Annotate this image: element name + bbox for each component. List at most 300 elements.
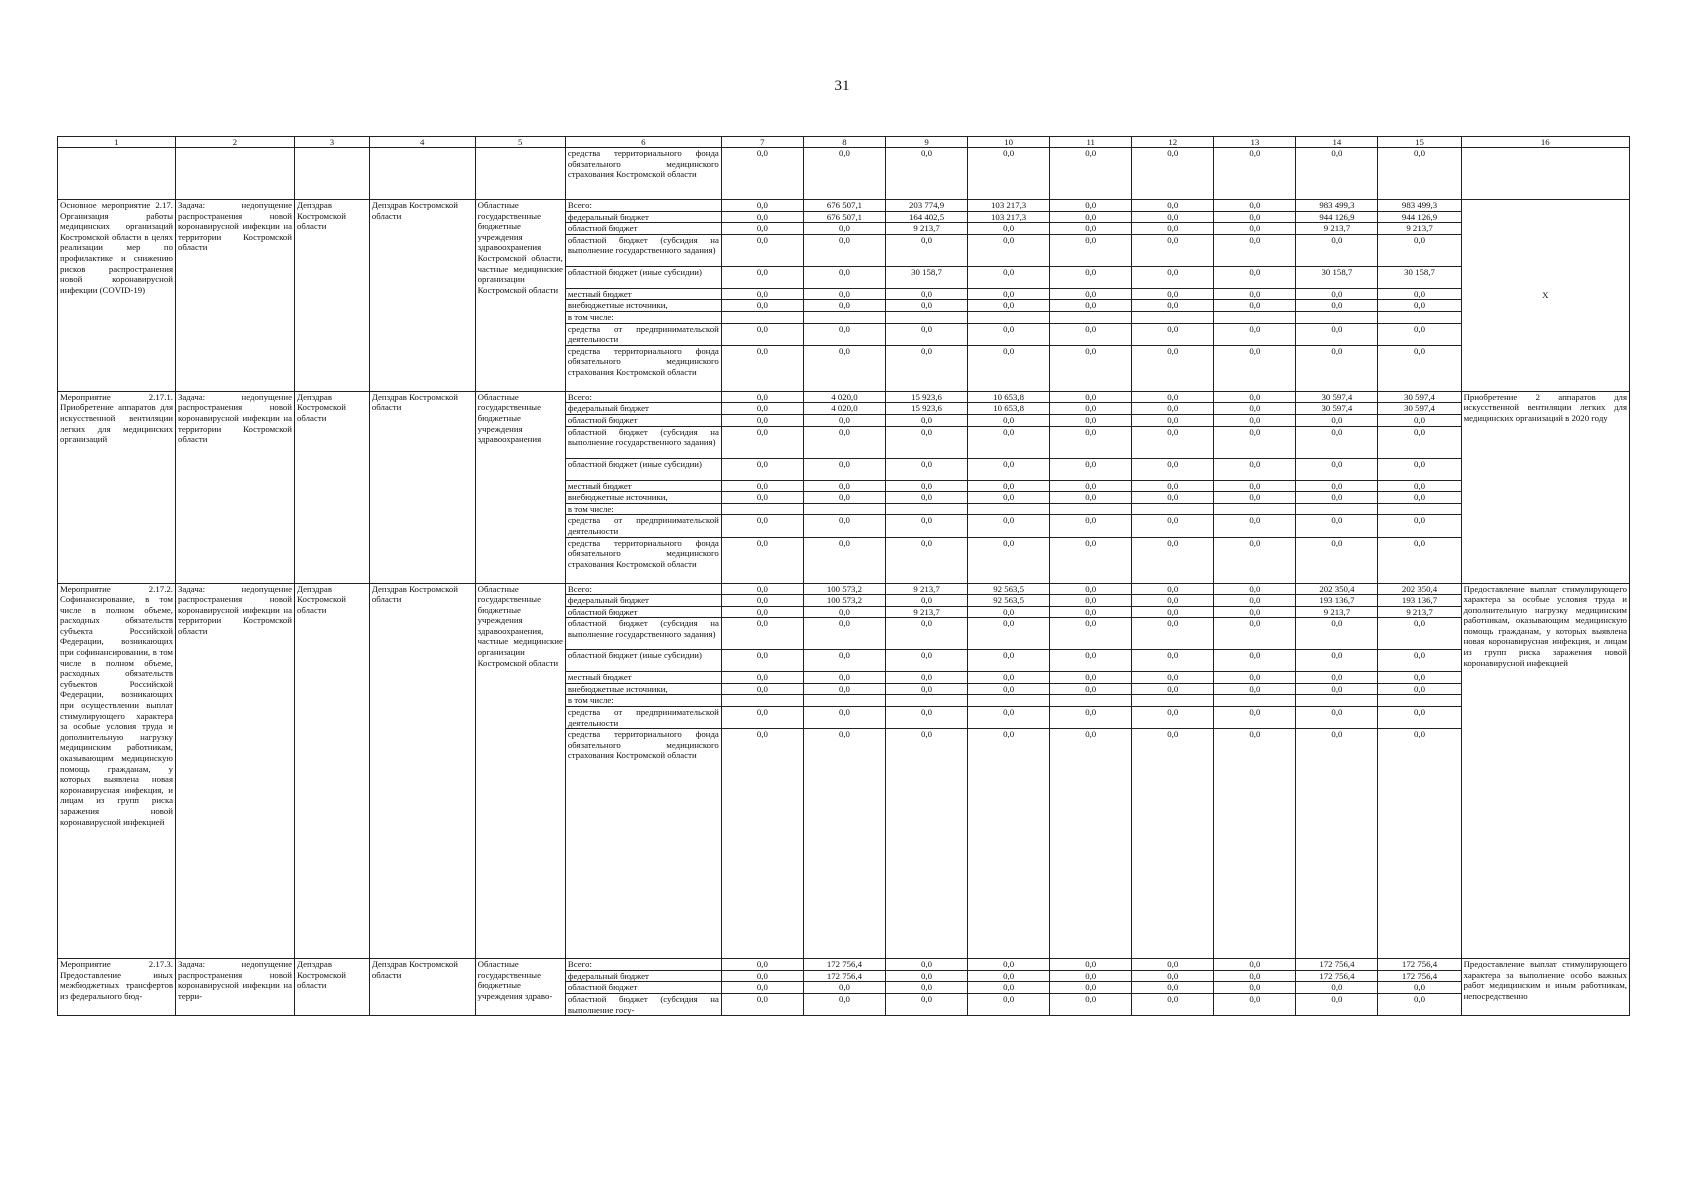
activity-name: Мероприятие 2.17.1. Приобретение аппаратов для искусственной вентиляции легких для медицинских организаций <box>58 391 176 583</box>
value-cell: 0,0 <box>1050 515 1132 537</box>
value-cell: 0,0 <box>1214 211 1296 223</box>
value-cell: 0,0 <box>968 672 1050 684</box>
value-cell: 0,0 <box>1214 300 1296 312</box>
value-cell: 0,0 <box>968 994 1050 1016</box>
value-cell: 0,0 <box>1132 492 1214 504</box>
value-cell: 0,0 <box>1214 391 1296 403</box>
header-cell: 16 <box>1461 137 1629 148</box>
value-cell: 0,0 <box>1214 515 1296 537</box>
value-cell: 0,0 <box>1378 345 1461 391</box>
value-cell: 0,0 <box>1132 515 1214 537</box>
value-cell: 0,0 <box>1050 683 1132 695</box>
value-cell: 0,0 <box>721 982 803 994</box>
value-cell: 0,0 <box>1050 492 1132 504</box>
funding-source-label: областной бюджет (субсидия на выполнение госу- <box>565 994 721 1016</box>
funding-source-label: областной бюджет <box>565 982 721 994</box>
value-cell: 0,0 <box>1132 707 1214 729</box>
value-cell: 0,0 <box>1132 970 1214 982</box>
value-cell: 0,0 <box>1214 583 1296 595</box>
value-cell: 0,0 <box>1214 672 1296 684</box>
value-cell: 0,0 <box>803 148 885 200</box>
budget-row-vsego <box>58 959 1630 971</box>
executor: Депздрав Костромской области <box>295 959 370 1016</box>
value-cell: 0,0 <box>1214 323 1296 345</box>
value-cell: 0,0 <box>1214 982 1296 994</box>
value-cell: 0,0 <box>803 492 885 504</box>
empty-cell <box>1050 503 1132 515</box>
empty-cell <box>1296 503 1378 515</box>
value-cell: 0,0 <box>886 345 968 391</box>
empty-cell <box>1461 148 1629 200</box>
value-cell: 676 507,1 <box>803 211 885 223</box>
value-cell: 0,0 <box>1132 211 1214 223</box>
value-cell: 0,0 <box>1050 266 1132 288</box>
value-cell: 0,0 <box>1132 606 1214 618</box>
value-cell: 0,0 <box>721 595 803 607</box>
value-cell: 944 126,9 <box>1296 211 1378 223</box>
funding-source-label: Всего: <box>565 583 721 595</box>
value-cell: 0,0 <box>721 266 803 288</box>
empty-cell <box>1214 695 1296 707</box>
value-cell: 10 653,8 <box>968 391 1050 403</box>
value-cell: 0,0 <box>1050 391 1132 403</box>
empty-cell <box>1378 503 1461 515</box>
value-cell: 0,0 <box>1132 982 1214 994</box>
value-cell: 0,0 <box>1214 683 1296 695</box>
value-cell: 0,0 <box>803 515 885 537</box>
value-cell: 0,0 <box>803 223 885 235</box>
value-cell: 0,0 <box>1214 537 1296 583</box>
value-cell: 0,0 <box>1214 200 1296 212</box>
funding-source-label: средства территориального фонда обязательного медицинского страхования Костромской области <box>565 537 721 583</box>
value-cell: 0,0 <box>721 234 803 266</box>
value-cell: 0,0 <box>803 606 885 618</box>
value-cell: 0,0 <box>1132 414 1214 426</box>
value-cell: 0,0 <box>968 982 1050 994</box>
value-cell: 0,0 <box>1050 200 1132 212</box>
value-cell: 0,0 <box>803 707 885 729</box>
value-cell: 103 217,3 <box>968 200 1050 212</box>
value-cell: 0,0 <box>1296 994 1378 1016</box>
continuation-row <box>58 148 1630 200</box>
activity-task: Задача: недопущение распространения новой коронавирусной инфекции на территории Костромской области <box>176 391 295 583</box>
header-cell: 6 <box>565 137 721 148</box>
value-cell: 0,0 <box>721 414 803 426</box>
empty-cell <box>369 148 475 200</box>
value-cell: 0,0 <box>1132 403 1214 415</box>
value-cell: 0,0 <box>968 148 1050 200</box>
value-cell: 0,0 <box>721 223 803 235</box>
value-cell: 0,0 <box>886 959 968 971</box>
value-cell: 0,0 <box>1050 288 1132 300</box>
value-cell: 0,0 <box>1378 234 1461 266</box>
value-cell: 0,0 <box>721 480 803 492</box>
value-cell: 0,0 <box>1050 403 1132 415</box>
value-cell: 203 774,9 <box>886 200 968 212</box>
value-cell: 0,0 <box>1378 650 1461 672</box>
funding-source-label: Всего: <box>565 200 721 212</box>
expected-result: Предоставление выплат стимулирующего характера за особые условия труда и дополнительную нагрузку медицинским работникам, оказывающим медицинскую помощь гражданам, у которых выявлена новая коронавирусная инфекция, и лицам из групп риска заражения новой коронавирусной инфекцией <box>1461 583 1629 959</box>
value-cell: 0,0 <box>1214 480 1296 492</box>
value-cell: 0,0 <box>1296 729 1378 959</box>
value-cell: 0,0 <box>886 683 968 695</box>
value-cell: 0,0 <box>968 426 1050 458</box>
activity-name: Мероприятие 2.17.2. Софинансирование, в том числе в полном объеме, расходных обязательств субъекта Российской Федерации, возникающих при софинансировании, в том числе в полном объеме, расходных обязательств субъектов Российской Федерации, возникающих при осуществлении выплат стимулирующего характера за особые условия труда и дополнительную нагрузку медицинским работникам, оказывающим медицинскую помощь гражданам, у которых выявлена новая коронавирусная инфекция, и лицам из групп риска заражения новой коронавирусной инфекцией <box>58 583 176 959</box>
funding-source-label: средства территориального фонда обязательного медицинского страхования Костромской области <box>565 345 721 391</box>
value-cell: 0,0 <box>803 426 885 458</box>
empty-cell <box>968 695 1050 707</box>
header-cell: 4 <box>369 137 475 148</box>
funding-source-label: внебюджетные источники, <box>565 300 721 312</box>
value-cell: 0,0 <box>1378 994 1461 1016</box>
value-cell: 0,0 <box>886 982 968 994</box>
empty-cell <box>803 695 885 707</box>
value-cell: 0,0 <box>886 515 968 537</box>
value-cell: 0,0 <box>968 492 1050 504</box>
funding-source-label: областной бюджет <box>565 223 721 235</box>
participants: Областные государственные бюджетные учреждения здраво- <box>475 959 565 1016</box>
value-cell: 100 573,2 <box>803 595 885 607</box>
value-cell: 172 756,4 <box>803 970 885 982</box>
value-cell: 0,0 <box>721 345 803 391</box>
funding-source-label: областной бюджет (иные субсидии) <box>565 458 721 480</box>
value-cell: 0,0 <box>721 672 803 684</box>
funding-source-label: внебюджетные источники, <box>565 492 721 504</box>
value-cell: 0,0 <box>968 618 1050 650</box>
value-cell: 0,0 <box>1132 148 1214 200</box>
value-cell: 0,0 <box>1378 729 1461 959</box>
value-cell: 0,0 <box>803 672 885 684</box>
value-cell: 0,0 <box>1378 323 1461 345</box>
value-cell: 0,0 <box>1132 650 1214 672</box>
value-cell: 0,0 <box>1050 323 1132 345</box>
value-cell: 0,0 <box>721 707 803 729</box>
value-cell: 0,0 <box>1050 650 1132 672</box>
value-cell: 983 499,3 <box>1296 200 1378 212</box>
funding-source-label: средства от предпринимательской деятельности <box>565 515 721 537</box>
value-cell: 0,0 <box>1050 982 1132 994</box>
value-cell: 0,0 <box>968 650 1050 672</box>
value-cell: 0,0 <box>803 300 885 312</box>
value-cell: 0,0 <box>721 729 803 959</box>
value-cell: 0,0 <box>803 729 885 959</box>
empty-cell <box>886 311 968 323</box>
value-cell: 0,0 <box>721 583 803 595</box>
expected-result: Предоставление выплат стимулирующего характера за выполнение особо важных работ медицинским и иным работникам, непосредственно <box>1461 959 1629 1016</box>
value-cell: 0,0 <box>1132 391 1214 403</box>
value-cell: 0,0 <box>803 266 885 288</box>
value-cell: 0,0 <box>886 426 968 458</box>
funding-source-label: областной бюджет (субсидия на выполнение государственного задания) <box>565 234 721 266</box>
funding-source-label: средства территориального фонда обязательного медицинского страхования Костромской области <box>565 729 721 959</box>
co-executor: Депздрав Костромской области <box>369 583 475 959</box>
header-cell: 9 <box>886 137 968 148</box>
value-cell: 0,0 <box>721 606 803 618</box>
value-cell: 0,0 <box>803 234 885 266</box>
funding-source-label: в том числе: <box>565 695 721 707</box>
value-cell: 0,0 <box>1296 426 1378 458</box>
value-cell: 10 653,8 <box>968 403 1050 415</box>
value-cell: 0,0 <box>803 288 885 300</box>
value-cell: 0,0 <box>721 391 803 403</box>
value-cell: 0,0 <box>803 480 885 492</box>
value-cell: 0,0 <box>1378 683 1461 695</box>
value-cell: 15 923,6 <box>886 403 968 415</box>
value-cell: 0,0 <box>1214 650 1296 672</box>
value-cell: 172 756,4 <box>1296 970 1378 982</box>
header-cell: 3 <box>295 137 370 148</box>
funding-source-label: местный бюджет <box>565 288 721 300</box>
value-cell: 0,0 <box>886 148 968 200</box>
value-cell: 0,0 <box>1132 323 1214 345</box>
value-cell: 0,0 <box>1214 223 1296 235</box>
value-cell: 0,0 <box>1378 414 1461 426</box>
value-cell: 0,0 <box>1132 595 1214 607</box>
participants: Областные государственные бюджетные учреждения здравоохранения Костромской области, частные медицинские организации Костромской области <box>475 200 565 392</box>
value-cell: 0,0 <box>1132 994 1214 1016</box>
empty-cell <box>1378 695 1461 707</box>
value-cell: 0,0 <box>1214 707 1296 729</box>
header-cell: 14 <box>1296 137 1378 148</box>
value-cell: 0,0 <box>886 458 968 480</box>
value-cell: 0,0 <box>721 618 803 650</box>
value-cell: 0,0 <box>1378 148 1461 200</box>
value-cell: 0,0 <box>968 323 1050 345</box>
value-cell: 0,0 <box>1132 583 1214 595</box>
value-cell: 0,0 <box>1132 672 1214 684</box>
value-cell: 0,0 <box>1214 403 1296 415</box>
value-cell: 0,0 <box>1050 729 1132 959</box>
value-cell: 0,0 <box>1296 288 1378 300</box>
header-cell: 13 <box>1214 137 1296 148</box>
value-cell: 0,0 <box>886 234 968 266</box>
funding-source-label: в том числе: <box>565 503 721 515</box>
co-executor: Депздрав Костромской области <box>369 391 475 583</box>
value-cell: 172 756,4 <box>1378 970 1461 982</box>
value-cell: 0,0 <box>1296 414 1378 426</box>
value-cell: 0,0 <box>1132 683 1214 695</box>
empty-cell <box>1132 311 1214 323</box>
value-cell: 0,0 <box>1050 970 1132 982</box>
budget-table-wrapper <box>57 136 1630 1016</box>
value-cell: 0,0 <box>1132 234 1214 266</box>
header-cell: 7 <box>721 137 803 148</box>
value-cell: 0,0 <box>886 707 968 729</box>
value-cell: 172 756,4 <box>1378 959 1461 971</box>
value-cell: 983 499,3 <box>1378 200 1461 212</box>
executor: Депздрав Костромской области <box>295 583 370 959</box>
value-cell: 0,0 <box>1378 426 1461 458</box>
executor: Депздрав Костромской области <box>295 200 370 392</box>
value-cell: 0,0 <box>1378 672 1461 684</box>
value-cell: 0,0 <box>1050 223 1132 235</box>
empty-cell <box>968 311 1050 323</box>
value-cell: 0,0 <box>1296 148 1378 200</box>
value-cell: 15 923,6 <box>886 391 968 403</box>
value-cell: 0,0 <box>721 515 803 537</box>
value-cell: 0,0 <box>1378 492 1461 504</box>
value-cell: 0,0 <box>1214 729 1296 959</box>
value-cell: 202 350,4 <box>1378 583 1461 595</box>
empty-cell <box>886 695 968 707</box>
value-cell: 0,0 <box>1050 583 1132 595</box>
value-cell: 172 756,4 <box>1296 959 1378 971</box>
value-cell: 0,0 <box>968 606 1050 618</box>
value-cell: 193 136,7 <box>1378 595 1461 607</box>
value-cell: 0,0 <box>886 650 968 672</box>
value-cell: 0,0 <box>1214 606 1296 618</box>
value-cell: 0,0 <box>721 148 803 200</box>
value-cell: 9 213,7 <box>886 606 968 618</box>
value-cell: 193 136,7 <box>1296 595 1378 607</box>
value-cell: 0,0 <box>1296 458 1378 480</box>
value-cell: 92 563,5 <box>968 595 1050 607</box>
value-cell: 0,0 <box>1132 729 1214 959</box>
value-cell: 0,0 <box>721 959 803 971</box>
value-cell: 0,0 <box>1214 345 1296 391</box>
value-cell: 0,0 <box>968 266 1050 288</box>
value-cell: 0,0 <box>1214 148 1296 200</box>
value-cell: 9 213,7 <box>886 223 968 235</box>
value-cell: 0,0 <box>1296 982 1378 994</box>
value-cell: 0,0 <box>886 492 968 504</box>
value-cell: 0,0 <box>1132 266 1214 288</box>
value-cell: 0,0 <box>968 959 1050 971</box>
value-cell: 0,0 <box>1050 994 1132 1016</box>
value-cell: 0,0 <box>721 994 803 1016</box>
value-cell: 9 213,7 <box>1296 606 1378 618</box>
value-cell: 0,0 <box>1050 618 1132 650</box>
value-cell: 0,0 <box>1296 707 1378 729</box>
value-cell: 0,0 <box>968 300 1050 312</box>
expected-result: X <box>1461 200 1629 392</box>
value-cell: 92 563,5 <box>968 583 1050 595</box>
value-cell: 0,0 <box>721 492 803 504</box>
value-cell: 0,0 <box>1050 606 1132 618</box>
funding-source-label: местный бюджет <box>565 480 721 492</box>
page-number: 31 <box>834 78 850 94</box>
value-cell: 0,0 <box>803 345 885 391</box>
empty-cell <box>1296 311 1378 323</box>
value-cell: 0,0 <box>1214 414 1296 426</box>
funding-source-label: федеральный бюджет <box>565 403 721 415</box>
value-cell: 0,0 <box>1050 300 1132 312</box>
value-cell: 0,0 <box>1132 959 1214 971</box>
empty-cell <box>1132 503 1214 515</box>
empty-cell <box>1132 695 1214 707</box>
value-cell: 0,0 <box>1050 148 1132 200</box>
funding-source-label: в том числе: <box>565 311 721 323</box>
value-cell: 0,0 <box>886 672 968 684</box>
value-cell: 0,0 <box>1296 480 1378 492</box>
value-cell: 0,0 <box>1050 595 1132 607</box>
value-cell: 9 213,7 <box>886 583 968 595</box>
value-cell: 0,0 <box>1132 537 1214 583</box>
value-cell: 0,0 <box>1214 234 1296 266</box>
co-executor: Депздрав Костромской области <box>369 200 475 392</box>
header-cell: 10 <box>968 137 1050 148</box>
funding-source-label: федеральный бюджет <box>565 595 721 607</box>
value-cell: 0,0 <box>1132 618 1214 650</box>
activity-task: Задача: недопущение распространения новой коронавирусной инфекции на территории Костромской области <box>176 200 295 392</box>
value-cell: 0,0 <box>721 323 803 345</box>
budget-table <box>57 136 1630 1016</box>
activity-name: Мероприятие 2.17.3. Предоставление иных межбюджетных трансфертов из федерального бюд- <box>58 959 176 1016</box>
value-cell: 9 213,7 <box>1296 223 1378 235</box>
value-cell: 0,0 <box>1050 234 1132 266</box>
value-cell: 0,0 <box>1378 288 1461 300</box>
value-cell: 0,0 <box>1378 707 1461 729</box>
value-cell: 0,0 <box>1296 683 1378 695</box>
value-cell: 0,0 <box>1296 492 1378 504</box>
value-cell: 0,0 <box>886 970 968 982</box>
empty-cell <box>1214 311 1296 323</box>
empty-cell <box>721 503 803 515</box>
value-cell: 0,0 <box>1050 672 1132 684</box>
activity-name: Основное мероприятие 2.17. Организация работы медицинских организаций Костромской области в целях реализации мер по профилактике и снижению рисков распространения новой коронавирусной инфекции (COVID-19) <box>58 200 176 392</box>
empty-cell <box>721 695 803 707</box>
value-cell: 0,0 <box>1378 982 1461 994</box>
value-cell: 0,0 <box>721 458 803 480</box>
value-cell: 0,0 <box>803 982 885 994</box>
value-cell: 0,0 <box>1214 970 1296 982</box>
header-cell: 1 <box>58 137 176 148</box>
value-cell: 172 756,4 <box>803 959 885 971</box>
value-cell: 0,0 <box>721 288 803 300</box>
value-cell: 0,0 <box>1132 223 1214 235</box>
funding-source-label: средства от предпринимательской деятельности <box>565 707 721 729</box>
value-cell: 0,0 <box>886 537 968 583</box>
value-cell: 0,0 <box>1050 426 1132 458</box>
executor: Депздрав Костромской области <box>295 391 370 583</box>
value-cell: 30 597,4 <box>1378 403 1461 415</box>
value-cell: 0,0 <box>1050 345 1132 391</box>
value-cell: 9 213,7 <box>1378 223 1461 235</box>
empty-cell <box>1050 695 1132 707</box>
header-cell: 8 <box>803 137 885 148</box>
value-cell: 0,0 <box>721 211 803 223</box>
empty-cell <box>58 148 176 200</box>
funding-source-label: областной бюджет (иные субсидии) <box>565 266 721 288</box>
funding-source-label: областной бюджет (иные субсидии) <box>565 650 721 672</box>
value-cell: 0,0 <box>803 537 885 583</box>
value-cell: 0,0 <box>1132 426 1214 458</box>
value-cell: 0,0 <box>1378 537 1461 583</box>
value-cell: 0,0 <box>1296 300 1378 312</box>
value-cell: 0,0 <box>1296 345 1378 391</box>
empty-cell <box>968 503 1050 515</box>
value-cell: 0,0 <box>721 300 803 312</box>
value-cell: 0,0 <box>886 300 968 312</box>
value-cell: 0,0 <box>1296 650 1378 672</box>
value-cell: 0,0 <box>721 970 803 982</box>
value-cell: 30 158,7 <box>1378 266 1461 288</box>
participants: Областные государственные бюджетные учреждения здравоохранения, частные медицинские организации Костромской области <box>475 583 565 959</box>
value-cell: 30 597,4 <box>1378 391 1461 403</box>
value-cell: 0,0 <box>721 200 803 212</box>
value-cell: 0,0 <box>886 414 968 426</box>
value-cell: 0,0 <box>968 537 1050 583</box>
value-cell: 0,0 <box>886 595 968 607</box>
value-cell: 9 213,7 <box>1378 606 1461 618</box>
value-cell: 0,0 <box>1214 994 1296 1016</box>
value-cell: 30 158,7 <box>1296 266 1378 288</box>
value-cell: 0,0 <box>1378 300 1461 312</box>
value-cell: 676 507,1 <box>803 200 885 212</box>
value-cell: 0,0 <box>1050 414 1132 426</box>
header-cell: 2 <box>176 137 295 148</box>
value-cell: 0,0 <box>721 426 803 458</box>
